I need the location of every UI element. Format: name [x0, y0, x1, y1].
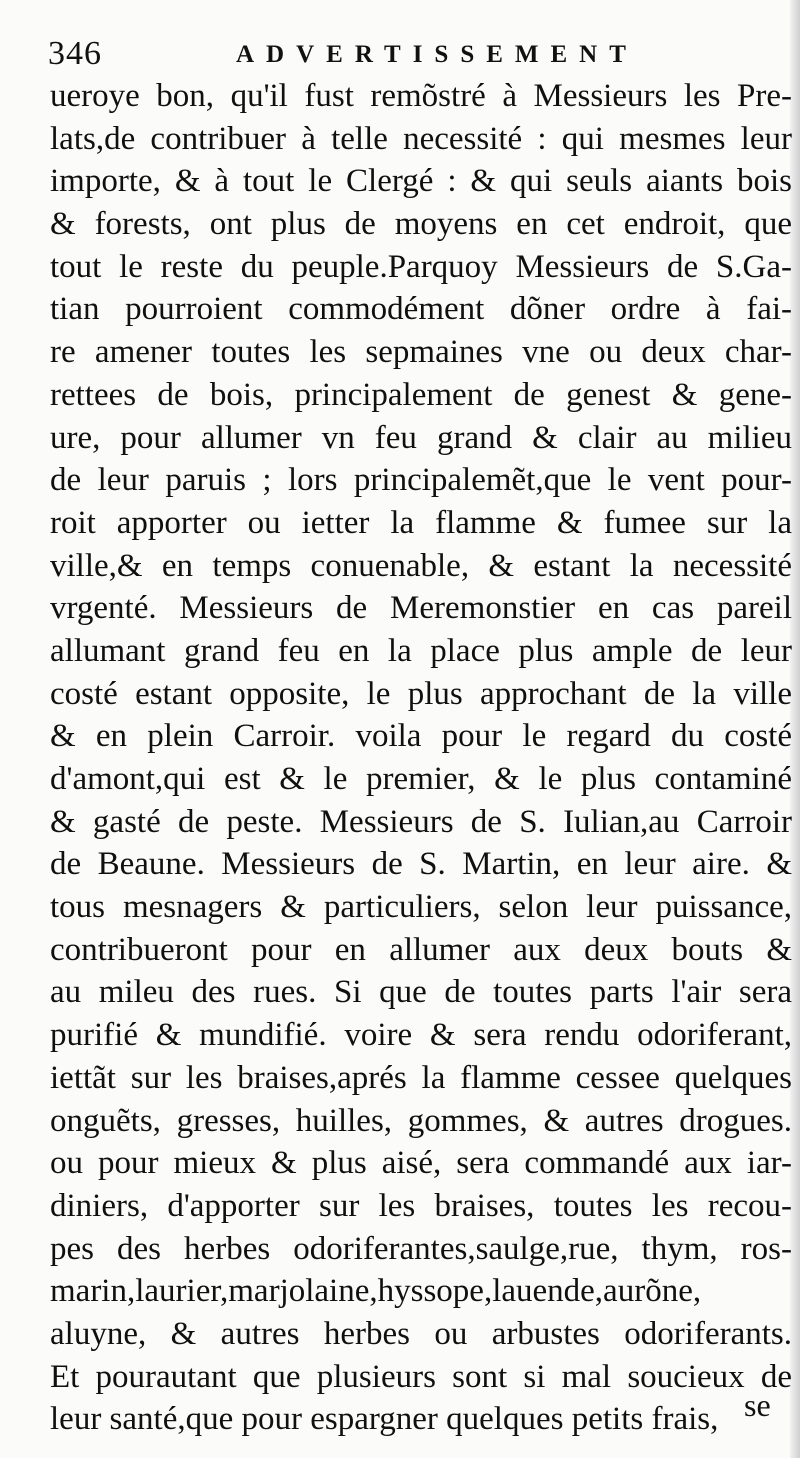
text-line: diniers, d'apporter sur les braises, toutes les recou-	[50, 1187, 792, 1224]
text-line: au mileu des rues. Si que de toutes parts l'air sera	[50, 974, 792, 1011]
text-line: de Beaune. Messieurs de S. Martin, en leur aire. &	[50, 846, 792, 883]
catchword: se	[744, 1387, 771, 1423]
text-line: ville,& en temps conuenable, & estant la necessité	[50, 547, 792, 584]
text-line: & forests, ont plus de moyens en cet endroit, que	[50, 206, 792, 243]
text-line: vrgenté. Messieurs de Meremonstier en cas pareil	[50, 590, 792, 627]
text-line: re amener toutes les sepmaines vne ou deux char-	[50, 334, 792, 371]
text-line: allumant grand feu en la place plus ample de leur	[50, 632, 792, 669]
text-line: aluyne, & autres herbes ou arbustes odoriferants.	[50, 1315, 792, 1352]
text-line: ure, pour allumer vn feu grand & clair au milieu	[50, 419, 792, 456]
text-line: ou pour mieux & plus aisé, sera commandé aux iar-	[50, 1145, 792, 1182]
text-line: tout le reste du peuple.Parquoy Messieurs de S.Ga-	[50, 248, 792, 285]
text-line: ueroye bon, qu'il fust remõstré à Messieurs les Pre-	[50, 78, 792, 114]
text-line: pes des herbes odoriferantes,saulge,rue, thym, ros-	[50, 1230, 792, 1267]
text-line: purifié & mundifié. voire & sera rendu odoriferant,	[50, 1017, 792, 1054]
text-line: & gasté de peste. Messieurs de S. Iulian,au Carroir	[50, 803, 792, 840]
text-line: tous mesnagers & particuliers, selon leur puissance,	[50, 889, 792, 926]
text-line: importe, & à tout le Clergé : & qui seuls aiants bois	[50, 163, 792, 200]
text-line: roit apporter ou ietter la flamme & fumee sur la	[50, 504, 792, 541]
body-text	[50, 75, 792, 1441]
text-line: costé estant opposite, le plus approchant de la ville	[50, 675, 792, 712]
text-line: iettãt sur les braises,aprés la flamme cessee quelques	[50, 1059, 792, 1096]
text-line: tian pourroient commodément dõner ordre à fai-	[50, 291, 792, 328]
text-line: & en plein Carroir. voila pour le regard du costé	[50, 718, 792, 755]
running-title: ADVERTISSEMENT	[236, 41, 638, 68]
page-header	[48, 28, 788, 78]
page-number: 346	[48, 35, 102, 72]
text-line: de leur paruis ; lors principalemẽt,que le vent pour-	[50, 462, 792, 499]
text-line: rettees de bois, principalement de genest & gene-	[50, 376, 792, 413]
text-line: contribueront pour en allumer aux deux bouts &	[50, 931, 792, 968]
text-line: lats,de contribuer à telle necessité : qui mesmes leur	[50, 120, 792, 157]
text-line: leur santé,que pour espargner quelques petits frais,	[50, 1401, 719, 1438]
text-line: marin,laurier,marjolaine,hyssope,lauende,aurõne,	[50, 1273, 702, 1310]
text-line: Et pourautant que plusieurs sont si mal soucieux de	[50, 1358, 792, 1395]
text-line: d'amont,qui est & le premier, & le plus contaminé	[50, 761, 792, 797]
text-line: onguẽts, gresses, huilles, gommes, & autres drogues.	[50, 1102, 792, 1139]
